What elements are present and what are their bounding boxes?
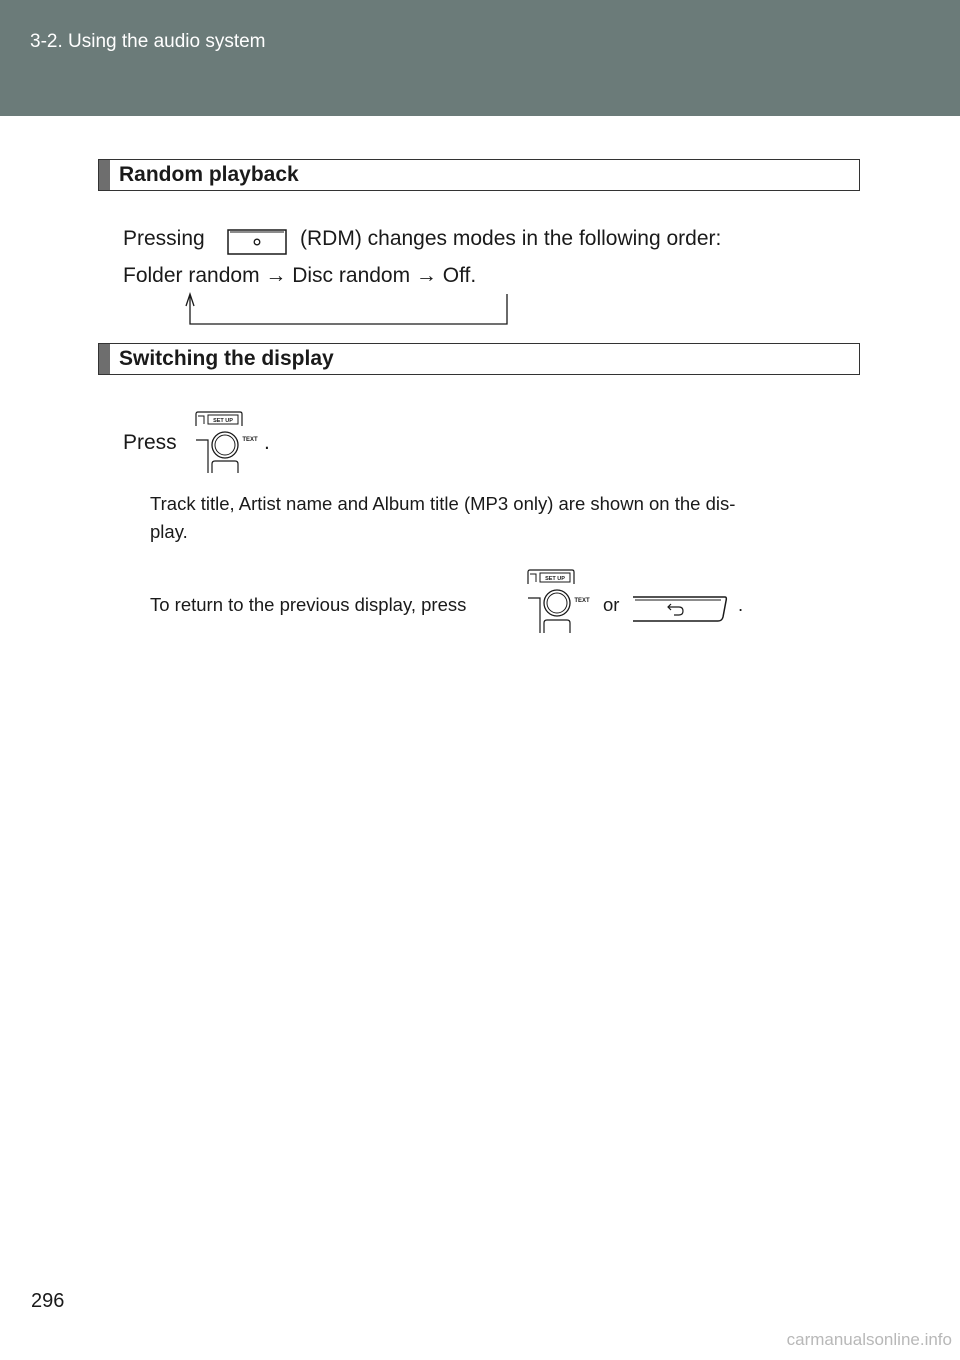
return-text-pre: To return to the previous display, press	[150, 594, 467, 615]
page-number: 296	[31, 1290, 65, 1312]
switching-display-heading	[98, 343, 860, 375]
rdm-button-icon	[226, 226, 288, 256]
page-header	[0, 0, 960, 116]
display-description-line1: Track title, Artist name and Album title (MP3 only) are shown on the dis-	[150, 493, 736, 514]
setup-label: SET UP	[545, 576, 565, 582]
mode-cycle-arrow	[180, 290, 515, 330]
press-text-pre: Press	[123, 431, 177, 454]
heading-accent	[99, 344, 110, 374]
text-label: TEXT	[242, 437, 258, 443]
watermark: carmanualsonline.info	[786, 1330, 952, 1349]
return-text-post: .	[738, 594, 744, 615]
return-text-mid: or	[603, 594, 620, 615]
back-button-icon	[631, 593, 731, 623]
mode-order-text: Folder random → Disc random → Off.	[123, 264, 477, 287]
section-heading: 3-2. Using the audio system	[30, 31, 266, 52]
text-knob-icon	[194, 410, 262, 474]
heading-accent	[99, 160, 110, 190]
rdm-text-post: (RDM) changes modes in the following order:	[300, 227, 722, 250]
setup-label: SET UP	[213, 418, 233, 424]
press-text-post: .	[264, 431, 270, 454]
switching-display-title: Switching the display	[119, 347, 334, 370]
display-description-line2: play.	[150, 521, 188, 542]
rdm-text-pre: Pressing	[123, 227, 205, 250]
random-playback-heading	[98, 159, 860, 191]
text-label: TEXT	[574, 598, 590, 604]
text-knob-icon	[526, 568, 594, 634]
random-playback-title: Random playback	[119, 163, 299, 186]
